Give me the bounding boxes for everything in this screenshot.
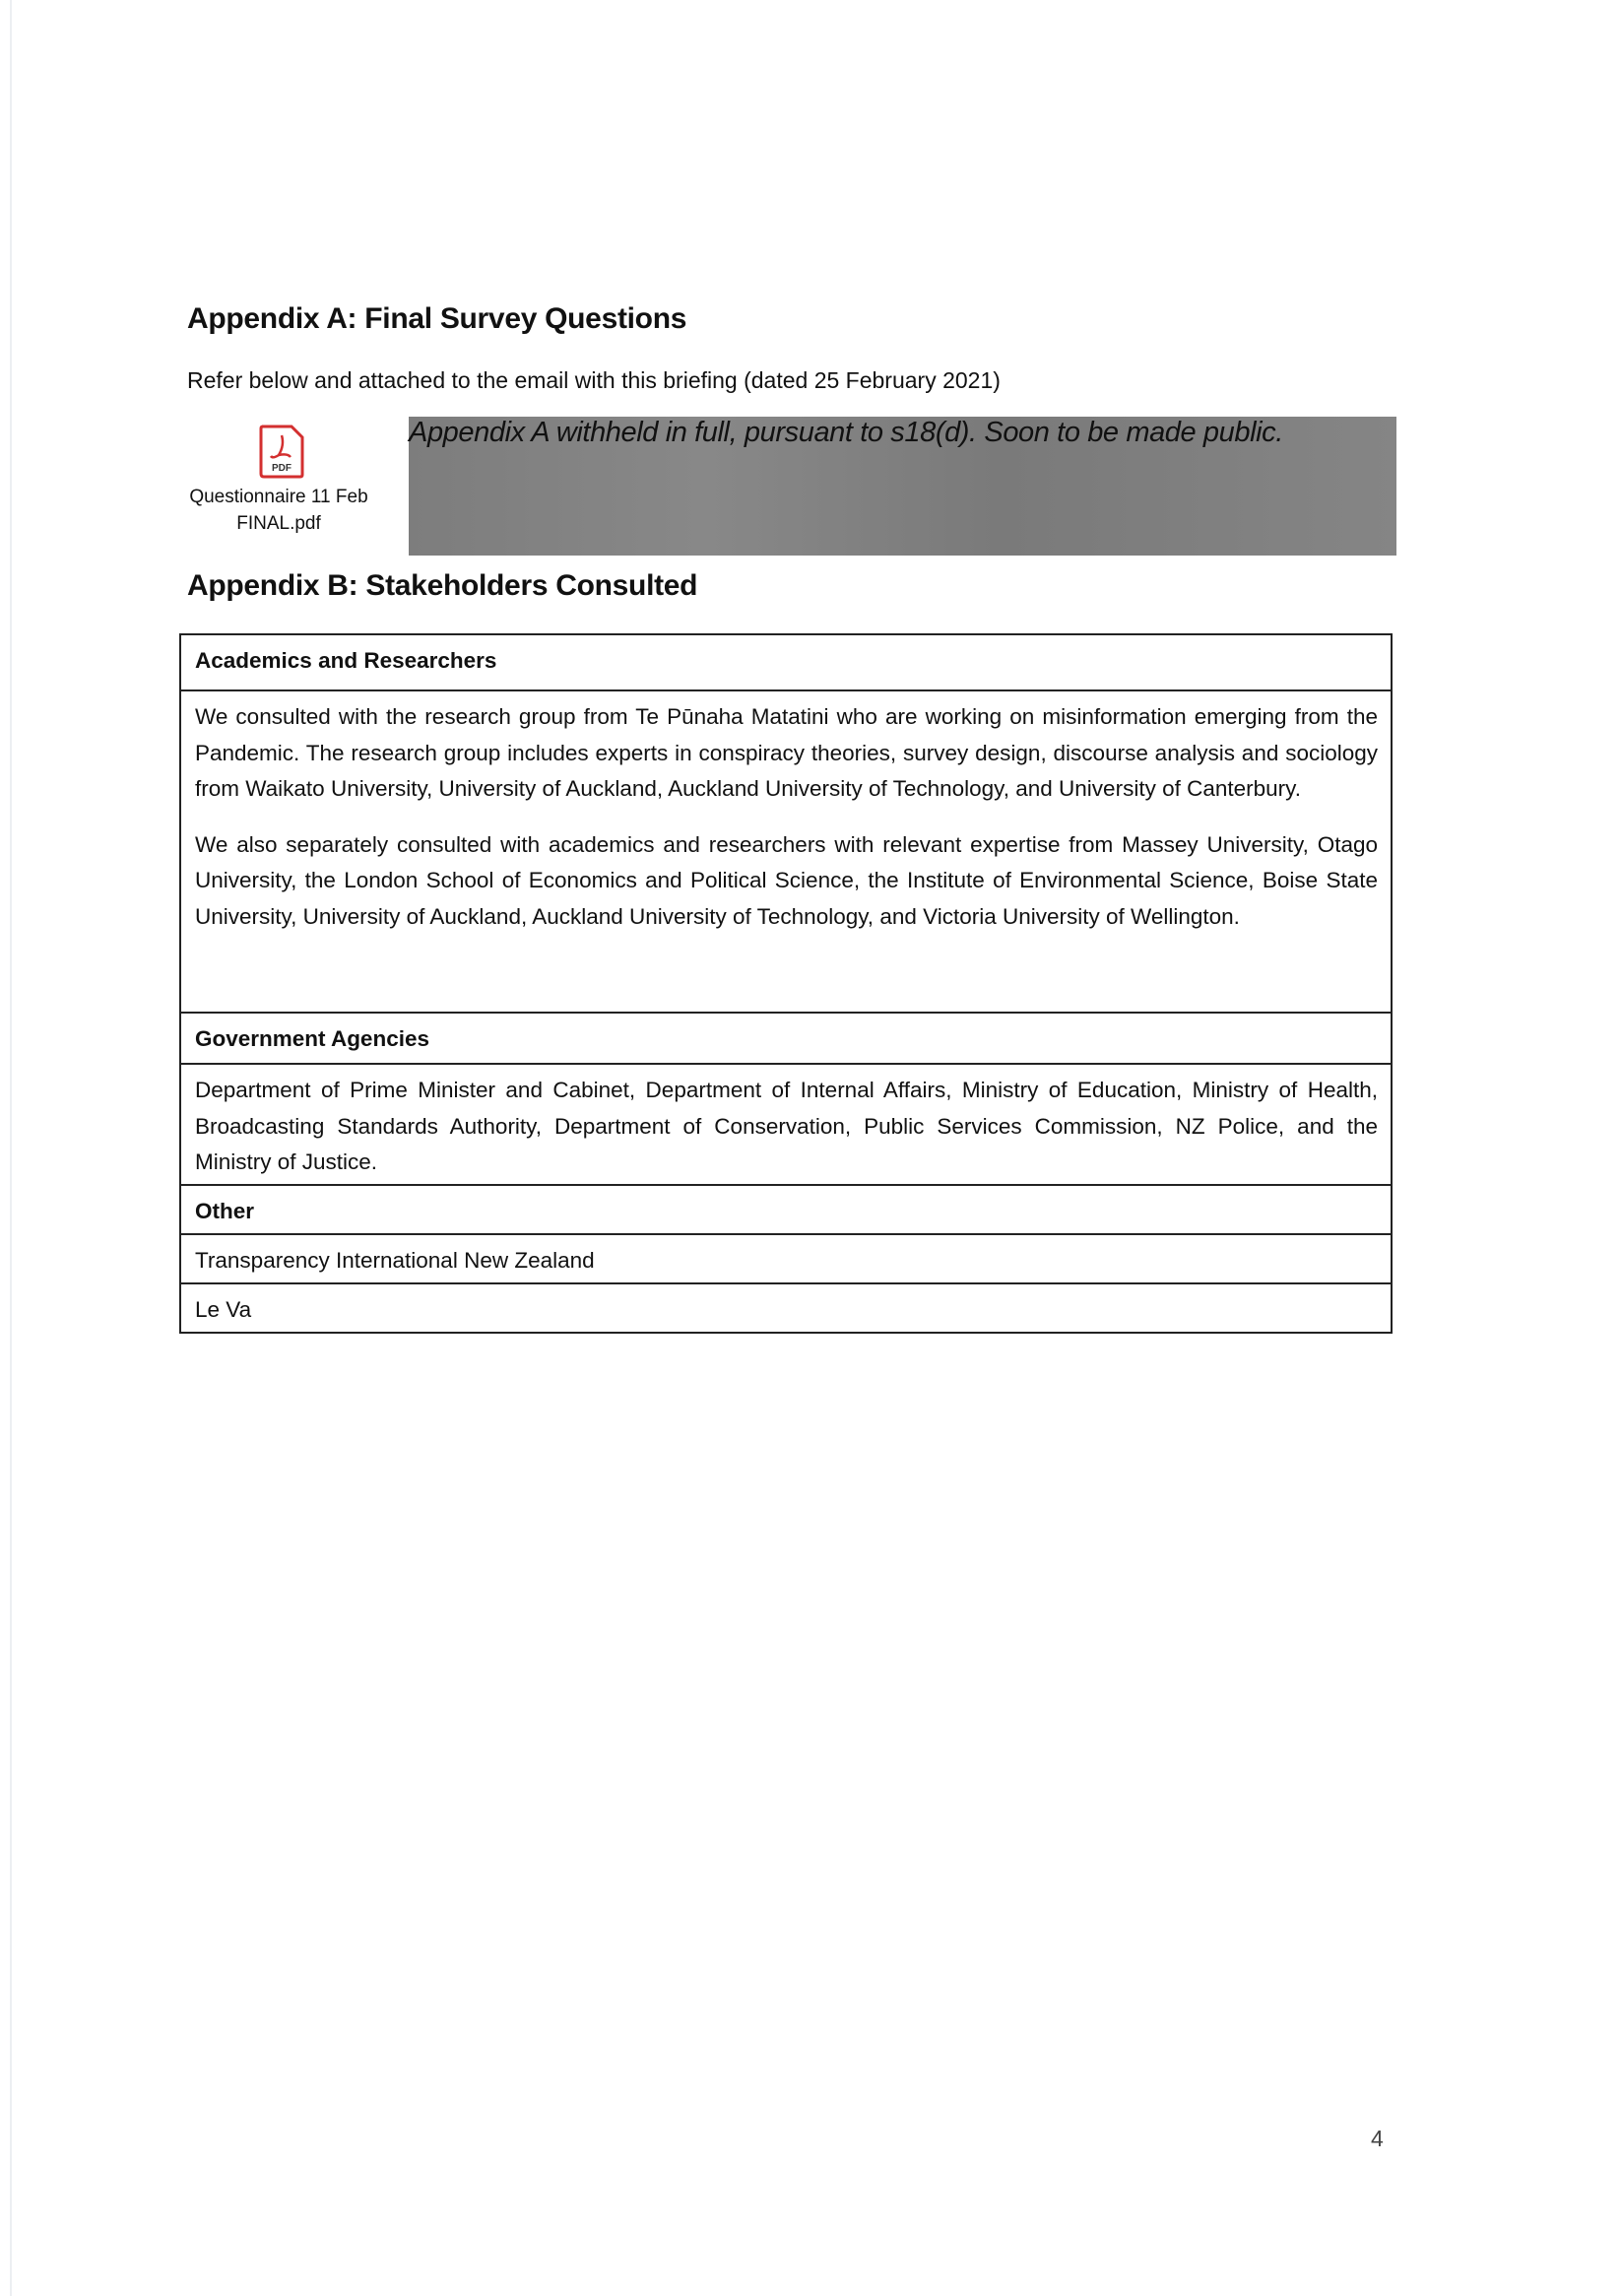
table-row [180, 1185, 1392, 1234]
government-agencies-cell: Department of Prime Minister and Cabinet, Department of Internal Affairs, Ministry of Education, Ministry of Health, Broadcasting Standards Authority, Department of Conservation, Public Services Commission, NZ Police, and the Ministry of Justice. [180, 1064, 1392, 1185]
pdf-file-icon[interactable] [258, 424, 305, 479]
academics-paragraph: We also separately consulted with academics and researchers with relevant expertise from Massey University, Otago University, the London School of Economics and Political Science, the Institute of Environmental Science, Boise State University, University of Auckland, Auckland University of Technology, and Victoria University of Wellington. [195, 831, 1378, 929]
table-row [180, 1013, 1392, 1064]
section-title-academics: Academics and Researchers [180, 634, 1392, 690]
page-number: 4 [1371, 2126, 1384, 2151]
attachment-name-line2[interactable]: FINAL.pdf [236, 513, 321, 534]
section-title-government: Government Agencies [180, 1013, 1392, 1064]
redaction-notice: Appendix A withheld in full, pursuant to s18(d). Soon to be made public. [409, 417, 1283, 448]
academics-paragraph: We consulted with the research group from Te Pūnaha Matatini who are working on misinformation emerging from the Pandemic. The research group includes experts in conspiracy theories, survey design, discourse analysis and sociology from Waikato University, University of Auckland, Auckland University of Technology, and University of Canterbury. [195, 704, 1378, 801]
section-title-other: Other [180, 1185, 1392, 1234]
stakeholders-table [179, 633, 1393, 1334]
table-row [180, 634, 1392, 690]
academics-cell [180, 690, 1392, 1013]
other-item: Le Va [180, 1283, 1392, 1333]
attachment-name-line1[interactable]: Questionnaire 11 Feb [189, 487, 368, 507]
other-item: Transparency International New Zealand [180, 1234, 1392, 1283]
redaction-box [409, 417, 1396, 556]
table-row [180, 1234, 1392, 1283]
scan-edge [10, 0, 12, 2296]
appendix-a-heading: Appendix A: Final Survey Questions [187, 302, 687, 335]
pdf-icon-label: PDF [272, 463, 292, 474]
appendix-b-heading: Appendix B: Stakeholders Consulted [187, 569, 698, 602]
table-row [180, 690, 1392, 1013]
table-row [180, 1064, 1392, 1185]
appendix-a-intro: Refer below and attached to the email with this briefing (dated 25 February 2021) [187, 367, 1001, 393]
table-row [180, 1283, 1392, 1333]
